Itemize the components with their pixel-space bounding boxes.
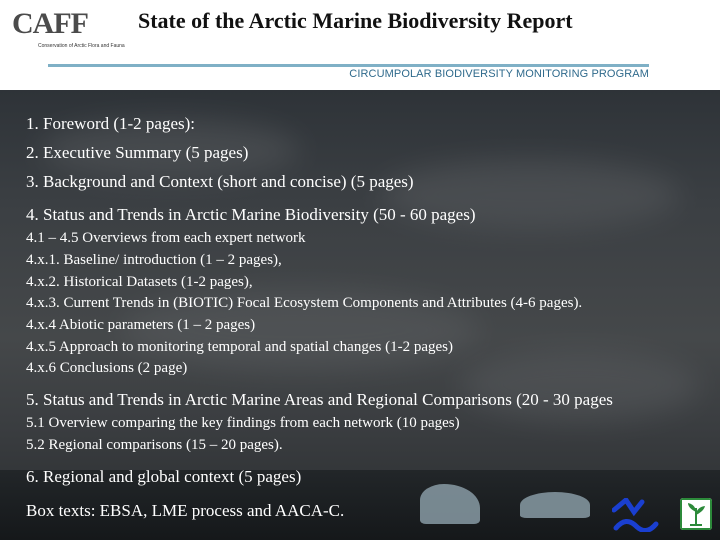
plant-logo-icon [680,498,712,530]
list-item: 5. Status and Trends in Arctic Marine Areas and Regional Comparisons (20 - 30 pages [26,390,613,409]
header-divider [48,64,649,67]
caff-logo [12,8,142,48]
program-label: CIRCUMPOLAR BIODIVERSITY MONITORING PROGRAM [349,68,649,80]
list-item: 4.x.1. Baseline/ introduction (1 – 2 pages), [26,252,282,268]
list-item: 4.1 – 4.5 Overviews from each expert network [26,230,306,246]
list-item: 4.x.3. Current Trends in (BIOTIC) Focal Ecosystem Components and Attributes (4-6 pages). [26,295,583,311]
logo-subtext: Conservation of Arctic Flora and Fauna [38,43,125,49]
header [0,0,720,90]
iceberg [520,492,590,518]
partner-logos [612,498,712,534]
page-title: State of the Arctic Marine Biodiversity Report [138,8,573,33]
list-item: 4.x.2. Historical Datasets (1-2 pages), [26,274,253,290]
list-item: 4.x.4 Abiotic parameters (1 – 2 pages) [26,317,256,333]
list-item: 5.2 Regional comparisons (15 – 20 pages). [26,437,283,453]
list-item: 5.1 Overview comparing the key findings from each network (10 pages) [26,415,460,431]
list-item: 2. Executive Summary (5 pages) [26,143,249,162]
list-item: 4. Status and Trends in Arctic Marine Biodiversity (50 - 60 pages) [26,205,476,224]
list-item: Box texts: EBSA, LME process and AACA-C. [26,501,345,520]
logo-text: CAFF [12,7,88,40]
list-item: 4.x.6 Conclusions (2 page) [26,360,188,376]
wave-logo-icon [612,498,660,532]
iceberg [420,484,480,524]
list-item: 3. Background and Context (short and concise) (5 pages) [26,172,414,191]
list-item: 1. Foreword (1-2 pages): [26,114,196,133]
list-item: 4.x.5 Approach to monitoring temporal and spatial changes (1-2 pages) [26,339,453,355]
list-item: 6. Regional and global context (5 pages) [26,467,302,486]
